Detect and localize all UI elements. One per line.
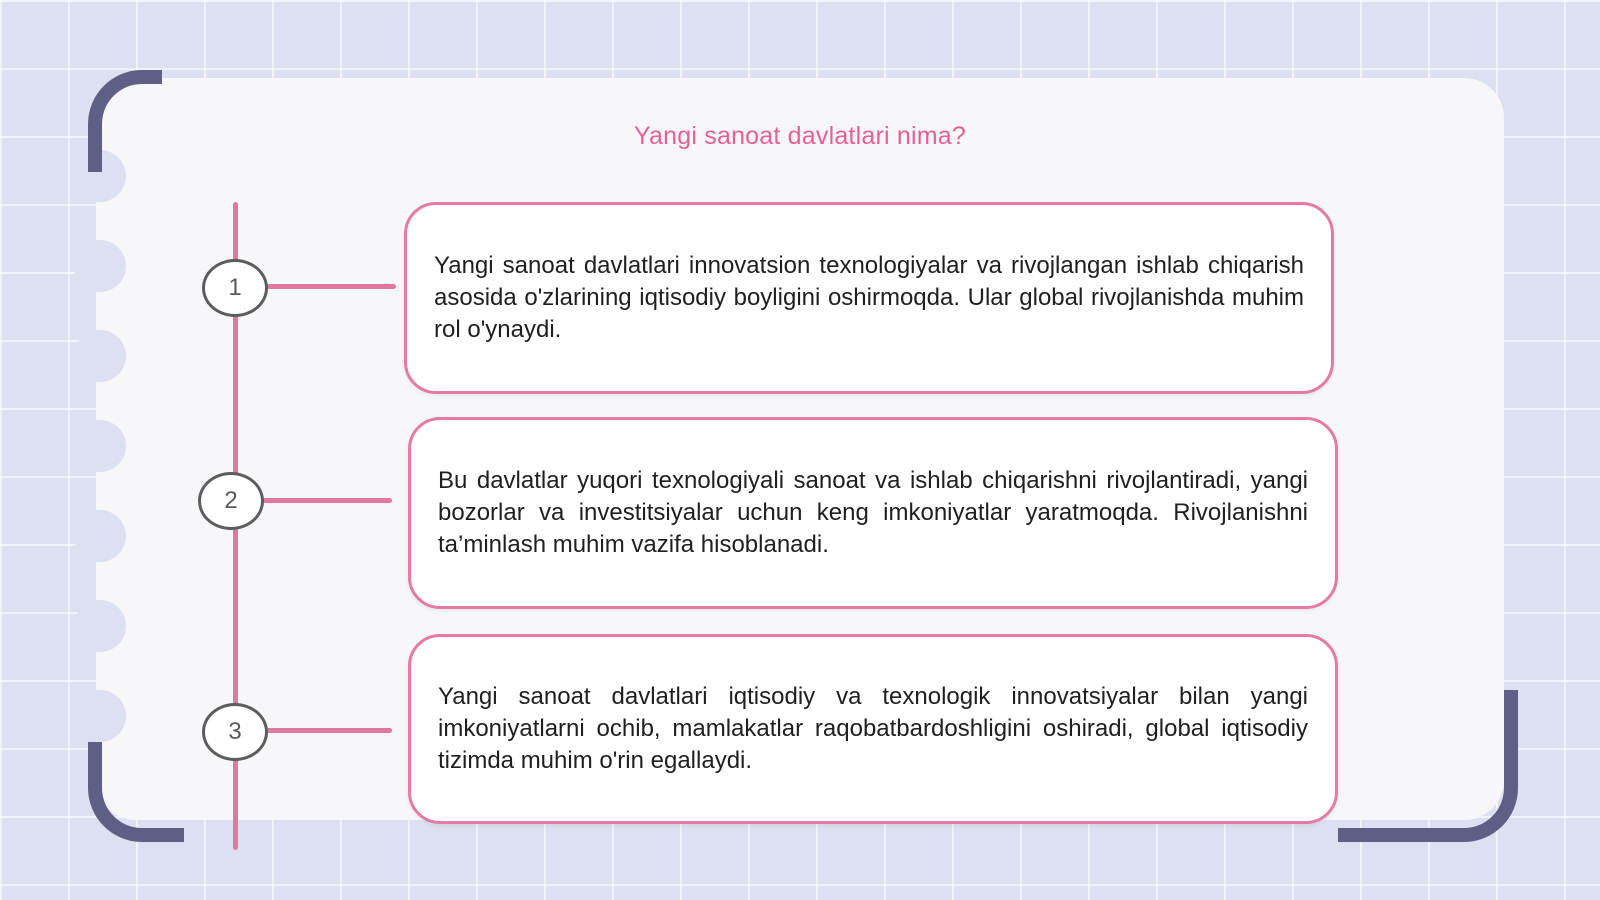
slide-title: Yangi sanoat davlatlari nima?	[634, 122, 966, 150]
info-card-1	[404, 202, 1334, 394]
paper-scallop	[74, 240, 126, 292]
step-number-3: 3	[202, 703, 268, 761]
timeline-connector-2	[262, 498, 392, 503]
info-card-2	[408, 417, 1338, 609]
info-card-text: Yangi sanoat davlatlari innovatsion texnologiyalar va rivojlangan ishlab chiqarish asosida o'zlarining iqtisodiy boyligini oshirmoqda. Ular global rivojlanishda muhim rol o'ynaydi.	[434, 252, 1304, 343]
step-number-1: 1	[202, 259, 268, 317]
info-card-text: Yangi sanoat davlatlari iqtisodiy va texnologik innovatsiyalar bilan yangi imkoniyatlarni ochib, mamlakatlar raqobatbardoshligini oshiradi, global iqtisodiy tizimda muhim o'rin egallaydi.	[438, 683, 1308, 774]
timeline-connector-3	[266, 728, 392, 733]
corner-bracket-bottom-left	[88, 742, 184, 842]
paper-scallop	[74, 600, 126, 652]
paper-scallop	[74, 330, 126, 382]
timeline-connector-1	[266, 284, 396, 289]
corner-bracket-top-left	[88, 70, 162, 172]
paper-scallop	[74, 690, 126, 742]
info-card-3	[408, 634, 1338, 824]
step-number-2: 2	[198, 472, 264, 530]
info-card-text: Bu davlatlar yuqori texnologiyali sanoat va ishlab chiqarishni rivojlantiradi, yangi bozorlar va investitsiyalar uchun keng imkoniyatlar yaratmoqda. Rivojlanishni ta’minlash muhim vazifa hisoblanadi.	[438, 467, 1308, 558]
corner-bracket-bottom-right	[1338, 690, 1518, 842]
paper-scallop	[74, 510, 126, 562]
paper-scallop	[74, 420, 126, 472]
